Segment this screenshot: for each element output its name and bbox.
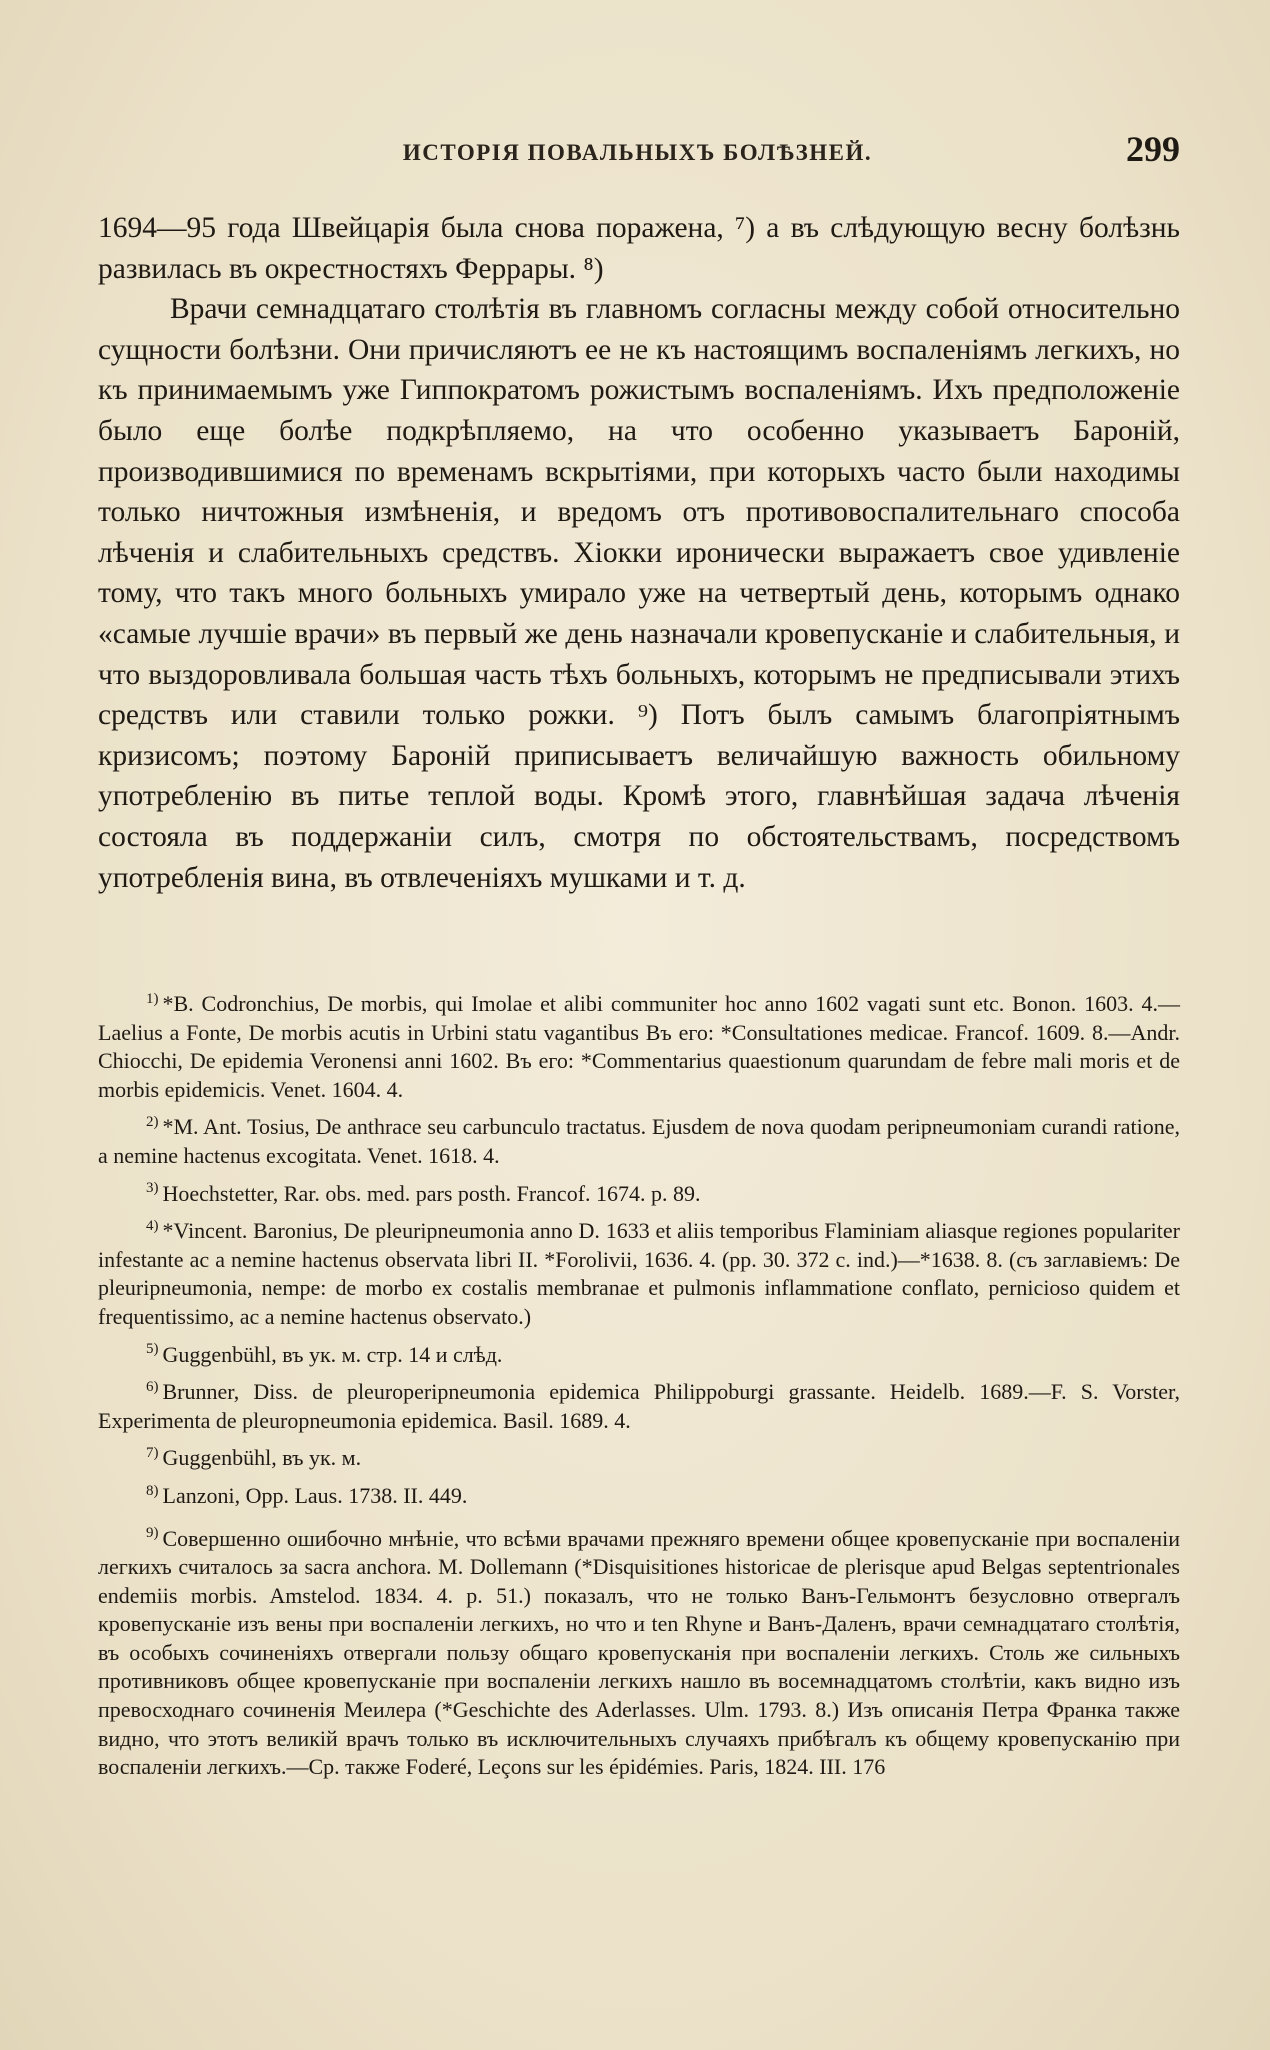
- footnote-number: 5): [146, 1341, 159, 1358]
- footnote-text: *M. Ant. Tosius, De anthrace seu carbunculo tractatus. Ejusdem de nova quodam peripneumoniam curandi ratione, a nemine hactenus excogitata. Venet. 1618. 4.: [98, 1114, 1180, 1168]
- footnote-text: Brunner, Diss. de pleuroperipneumonia epidemica Philippoburgi grassante. Heidelb. 1689.—F. S. Vorster, Experimenta de pleuropneumonia epidemica. Basil. 1689. 4.: [98, 1379, 1180, 1433]
- paragraph-1: 1694—95 года Швейцарія была снова поражена, ⁷) а въ слѣдующую весну болѣзнь развилась въ окрестностяхъ Феррары. ⁸): [98, 212, 1180, 285]
- footnote-text: Совершенно ошибочно мнѣніе, что всѣми врачами прежняго времени общее кровепусканіе при воспаленіи легкихъ считалось за sacra anchora. M. Dollemann (*Disquisitiones historicae de plerisque apud Belgas septentrionales endemiis morbis. Amstelod. 1834. 4. p. 51.) показалъ, что не только Ванъ-Гельмонтъ безусловно отвергалъ кровепусканіе изъ вены при воспаленіи легкихъ, но что и ten Rhyne и Ванъ-Даленъ, врачи семнадцатаго столѣтія, въ особыхъ сочиненіяхъ отвергали пользу общаго кровепусканія при воспаленіи легкихъ. Столь же сильныхъ противниковъ общее кровепусканіе при воспаленіи легкихъ нашло въ восемнадцатомъ столѣтіи, какъ видно изъ превосходнаго сочиненія Меилера (*Geschichte des Aderlasses. Ulm. 1793. 8.) Изъ описанія Петра Франка также видно, что этотъ великій врачъ только въ исключительныхъ случаяхъ прибѣгалъ къ общему кровепусканію при воспаленіи легкихъ.—Ср. также Foderé, Leçons sur les épidémies. Paris, 1824. III. 176: [98, 1525, 1180, 1780]
- footnote-1: [98, 990, 1180, 1104]
- footnote-number: 3): [146, 1180, 159, 1197]
- footnote-3: [98, 1180, 1180, 1209]
- footnote-number: 7): [146, 1444, 159, 1461]
- footnote-number: 1): [146, 990, 159, 1007]
- footnote-number: 2): [146, 1114, 159, 1131]
- footnote-text: *Vincent. Baronius, De pleuripneumonia anno D. 1633 et aliis temporibus Flaminiam aliasque regiones populariter infestante ac a nemine hactenus observata libri II. *Forolivii, 1636. 4. (pp. 30. 372 c. ind.)—*1638. 8. (съ заглавіемъ: De pleuripneumonia, nempe: de morbo ex costalis membranae et pulmonis inflammatione conflato, pernicioso quidem et frequentissimo, ac a nemine hactenus observato.): [98, 1218, 1180, 1329]
- footnote-2: [98, 1113, 1180, 1170]
- footnote-number: 4): [146, 1217, 159, 1234]
- footnote-4: [98, 1217, 1180, 1331]
- footnotes: [98, 990, 1180, 1791]
- running-title: ИСТОРІЯ ПОВАЛЬНЫХЪ БОЛѢЗНЕЙ.: [402, 140, 873, 165]
- page-number: 299: [1126, 129, 1180, 169]
- footnote-number: 9): [146, 1525, 159, 1542]
- footnote-text: Hoechstetter, Rar. obs. med. pars posth. Francof. 1674. p. 89.: [162, 1180, 701, 1206]
- footnote-7: [98, 1444, 1180, 1473]
- footnote-5: [98, 1341, 1180, 1370]
- footnote-number: 6): [146, 1378, 159, 1395]
- footnote-9: [98, 1525, 1180, 1782]
- footnote-text: Guggenbühl, въ ук. м.: [162, 1445, 362, 1471]
- main-text: [98, 208, 1180, 898]
- footnote-number: 8): [146, 1482, 159, 1499]
- footnote-text: Guggenbühl, въ ук. м. стр. 14 и слѣд.: [162, 1341, 503, 1367]
- page-header: [95, 128, 1180, 172]
- footnote-6: [98, 1378, 1180, 1435]
- paragraph-2: Врачи семнадцатаго столѣтія въ главномъ согласны между собой относительно сущности болѣзни. Они причисляютъ ее не къ настоящимъ воспаленіямъ легкихъ, но къ принимаемымъ уже Гиппократомъ рожистымъ воспаленіямъ. Ихъ предположеніе было еще болѣе подкрѣпляемо, на что особенно указываетъ Бароній, производившимися по временамъ вскрытіями, при которыхъ часто были находимы только ничтожныя измѣненія, и вредомъ отъ противовоспалительнаго способа лѣченія и слабительныхъ средствъ. Хіокки иронически выражаетъ свое удивленіе тому, что такъ много больныхъ умирало уже на четвертый день, которымъ однако «самые лучшіе врачи» въ первый же день назначали кровепусканіе и слабительныя, и что выздоровливала большая часть тѣхъ больныхъ, которымъ не предписывали этихъ средствъ или ставили только рожки. ⁹) Потъ былъ самымъ благопріятнымъ кризисомъ; поэтому Бароній приписываетъ величайшую важность обильному употребленію въ питье теплой воды. Кромѣ этого, главнѣйшая задача лѣченія состояла въ поддержаніи силъ, смотря по обстоятельствамъ, посредствомъ употребленія вина, въ отвлеченіяхъ мушками и т. д.: [98, 293, 1180, 894]
- footnote-text: Lanzoni, Opp. Laus. 1738. II. 449.: [162, 1482, 468, 1508]
- footnote-text: *B. Codronchius, De morbis, qui Imolae et alibi communiter hoc anno 1602 vagati sunt etc. Bonon. 1603. 4.—Laelius a Fonte, De morbis acutis in Urbini statu vagantibus Въ его: *Consultationes medicae. Francof. 1609. 8.—Andr. Chiocchi, De epidemia Veronensi anni 1602. Въ его: *Commentarius quaestionum quarundam de febre mali moris et de morbis epidemicis. Venet. 1604. 4.: [98, 991, 1180, 1102]
- footnote-8: [98, 1482, 1180, 1511]
